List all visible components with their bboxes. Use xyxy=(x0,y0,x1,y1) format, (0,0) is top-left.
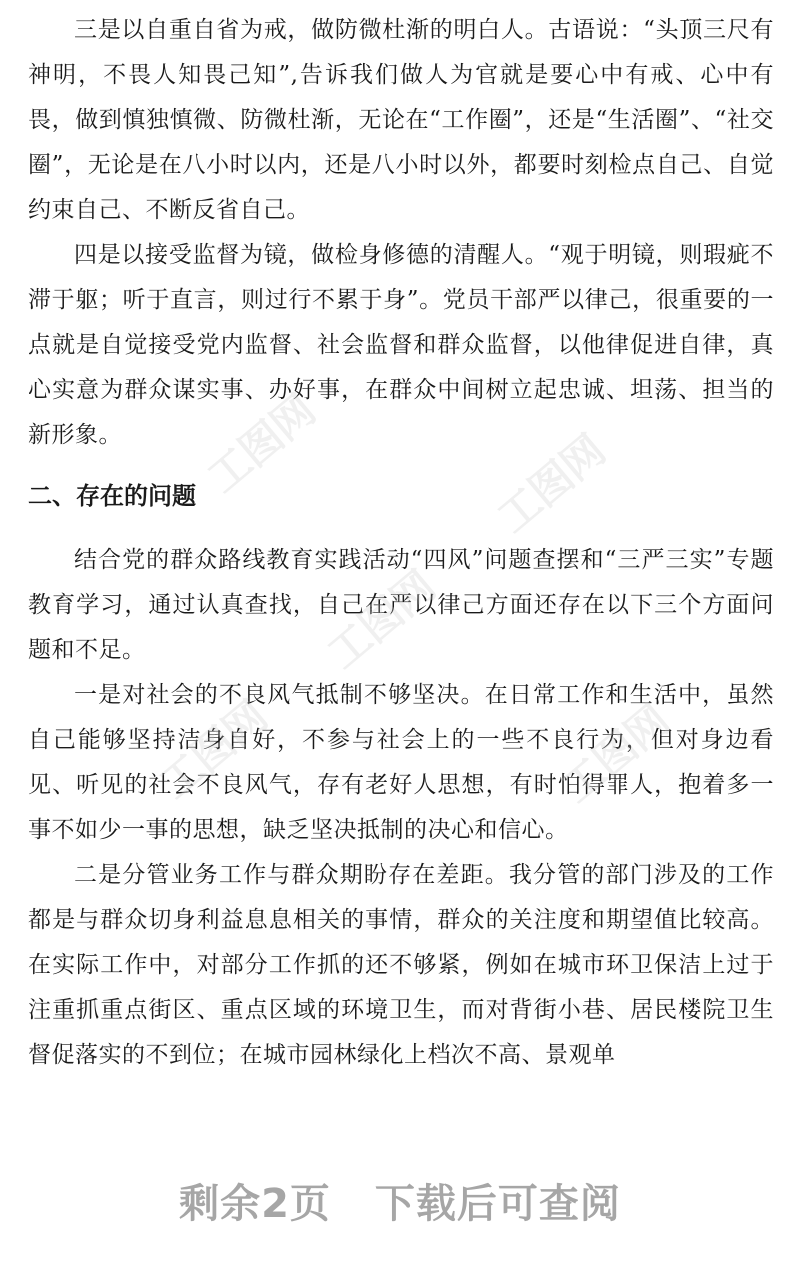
paragraph-3: 三是以自重自省为戒，做防微杜渐的明白人。古语说：“头顶三尺有神明，不畏人知畏己知”,告诉我们做人为官就是要心中有戒、心中有畏，做到慎独慎微、防微杜渐，无论在“工作圈”，还是“生活圈”、“社交圈”，无论是在八小时以内，还是八小时以外，都要时刻检点自己、自觉约束自己、不断反省自己。 xyxy=(28,17,774,223)
section-heading: 二、存在的问题 xyxy=(28,482,196,510)
body-text-top xyxy=(28,8,774,458)
paragraph-4: 四是以接受监督为镜，做检身修德的清醒人。“观于明镜，则瑕疵不滞于躯；听于直言，则过行不累于身”。党员干部严以律己，很重要的一点就是自觉接受党内监督、社会监督和群众监督，以他律促进自律，真心实意为群众谋实事、办好事，在群众中间树立起忠诚、坦荡、担当的新形象。 xyxy=(28,242,774,448)
paragraph-problem-2: 二是分管业务工作与群众期盼存在差距。我分管的部门涉及的工作都是与群众切身利益息息相关的事情，群众的关注度和期望值比较高。在实际工作中，对部分工作抓的还不够紧，例如在城市环卫保洁上过于注重抓重点街区、重点区域的环境卫生，而对背街小巷、居民楼院卫生督促落实的不到位；在城市园林绿化上档次不高、景观单 xyxy=(28,862,774,1068)
remaining-pages-label: 剩余2页 xyxy=(179,1181,331,1227)
download-to-view-label[interactable]: 下载后可查阅 xyxy=(374,1181,621,1227)
watermark-logo: 工图网 xyxy=(552,695,678,813)
download-prompt[interactable] xyxy=(0,1172,800,1229)
paragraph-intro: 结合党的群众路线教育实践活动“四风”问题查摆和“三严三实”专题教育学习，通过认真查找，自己在严以律己方面还存在以下三个方面问题和不足。 xyxy=(28,547,774,663)
watermark-logo: 工图网 xyxy=(488,425,614,543)
paragraph-problem-1: 一是对社会的不良风气抵制不够坚决。在日常工作和生活中，虽然自己能够坚持洁身自好，不参与社会上的一些不良行为，但对身边看见、听见的社会不良风气，存有老好人思想，有时怕得罪人，抱着多一事不如少一事的思想，缺乏坚决抵制的决心和信心。 xyxy=(28,682,774,843)
body-text-bottom xyxy=(28,538,774,1078)
watermark-logo: 工图网 xyxy=(150,691,276,809)
watermark-logo: 工图网 xyxy=(318,561,444,679)
watermark-logo: 工图网 xyxy=(198,385,324,503)
